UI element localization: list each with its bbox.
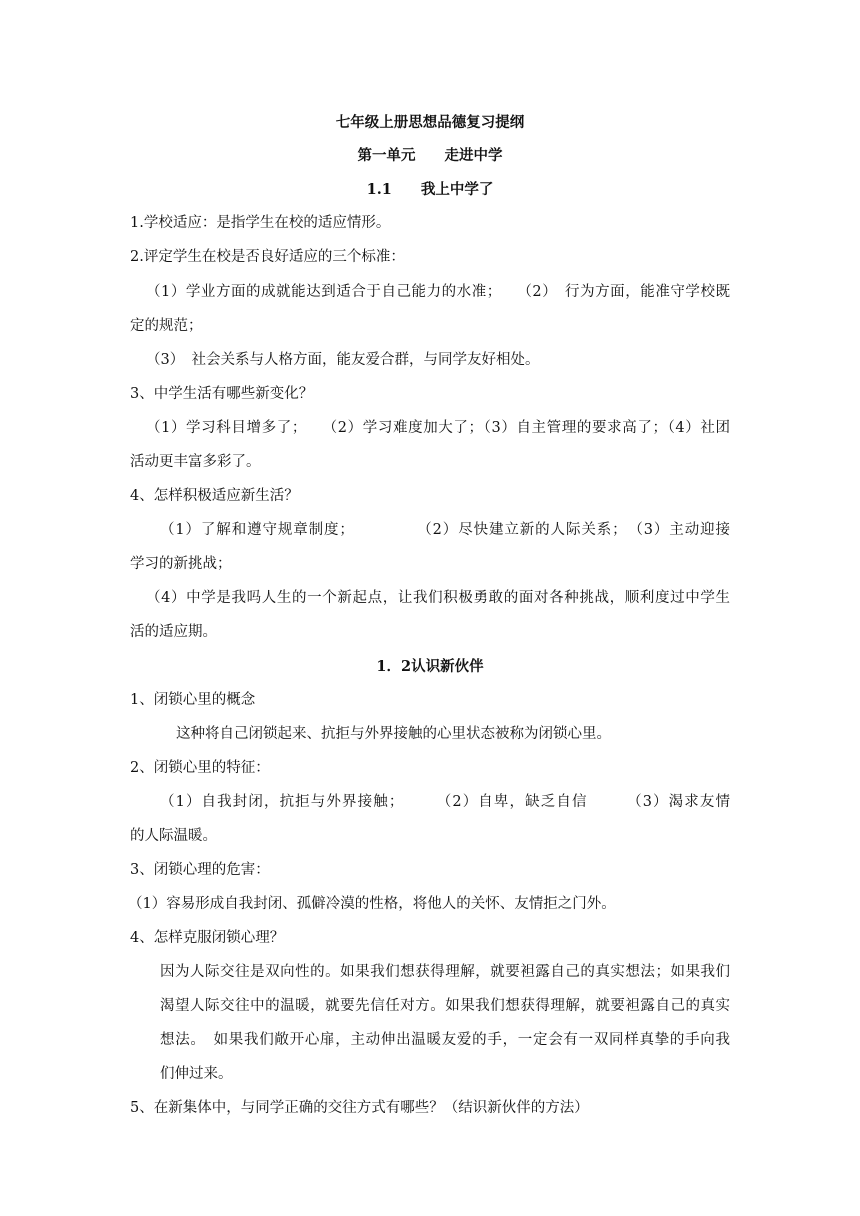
unit-heading: 第一单元 走进中学 [357,147,503,164]
item-evaluation-standards: 2.评定学生在校是否良好适应的三个标准： [130,249,405,265]
item-overcome-closed-mind: 4、怎样克服闭锁心理？ [130,930,285,946]
concept-line-1: 这种将自己闭锁起来、抗拒与外界接触的心里状态被称为闭锁心里。 [176,726,611,742]
item-school-adaptation: 1.学校适应：是指学生在校的适应情形。 [130,215,391,231]
item-closed-mind-features: 2、闭锁心里的特征： [130,760,270,776]
changes-line-2: 活动更丰富多彩了。 [130,454,261,470]
overcome-line-3: 想法。 如果我们敞开心扉，主动伸出温暖友爱的手，一定会有一双同样真挚的手向我 [160,1032,730,1048]
adapt-line-1: （1）了解和遵守规章制度； （2）尽快建立新的人际关系； （3）主动迎接 [160,522,730,538]
harm-line-1: （1）容易形成自我封闭、孤僻冷漠的性格，将他人的关怀、友情拒之门外。 [128,896,616,912]
overcome-line-2: 渴望人际交往中的温暖，就要先信任对方。如果我们想获得理解，就要袒露自己的真实 [160,998,730,1014]
standards-line-1: （1）学业方面的成就能达到适合于自己能力的水准； （2） 行为方面，能准守学校既 [146,284,730,300]
adapt-line-4: 活的适应期。 [130,624,217,640]
changes-line-1: （1）学习科目增多了； （2）学习难度加大了；（3）自主管理的要求高了；（4）社团 [146,420,730,436]
adapt-line-2: 学习的新挑战； [130,556,232,572]
standards-line-3: （3） 社会关系与人格方面，能友爱合群，与同学友好相处。 [146,352,540,368]
item-adapt-new-life: 4、怎样积极适应新生活？ [130,488,299,504]
standards-line-2: 定的规范； [130,318,203,334]
section-heading-1-2: 1．2认识新伙伴 [376,658,484,675]
item-closed-mind-harm: 3、闭锁心理的危害： [130,862,270,878]
adapt-line-3: （4）中学是我吗人生的一个新起点，让我们积极勇敢的面对各种挑战，顺利度过中学生 [146,590,730,606]
features-line-2: 的人际温暖。 [130,828,217,844]
item-new-changes: 3、中学生活有哪些新变化？ [130,386,314,402]
features-line-1: （1）自我封闭，抗拒与外界接触； （2）自卑，缺乏自信 （3）渴求友情 [160,794,730,810]
overcome-line-4: 们伸过来。 [160,1066,233,1082]
item-correct-communication: 5、在新集体中，与同学正确的交往方式有哪些？（结识新伙伴的方法） [130,1100,589,1116]
section-heading-1-1: 1.1 我上中学了 [366,181,494,198]
overcome-line-1: 因为人际交往是双向性的。如果我们想获得理解，就要袒露自己的真实想法；如果我们 [160,964,730,980]
item-closed-mind-concept: 1、闭锁心里的概念 [130,692,256,708]
document-title: 七年级上册思想品德复习提纲 [335,114,525,131]
